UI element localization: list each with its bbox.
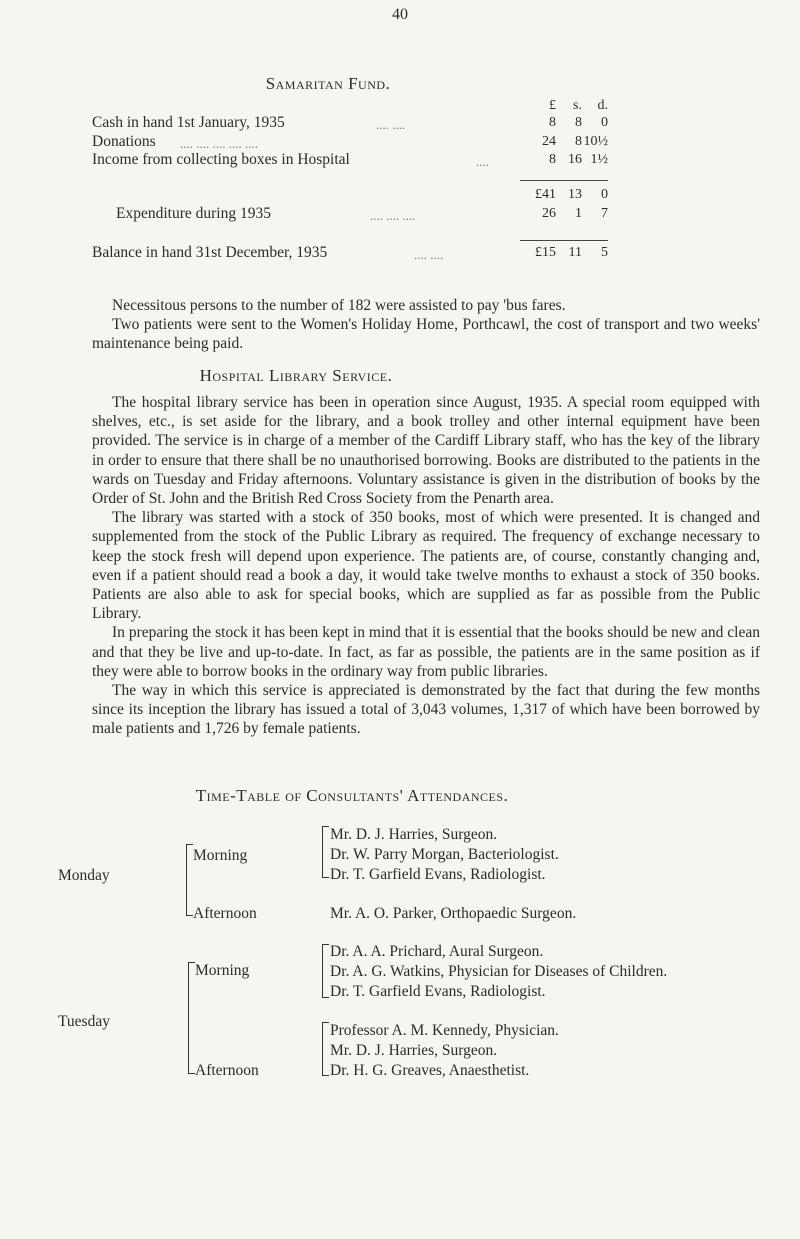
consultant-entry: Mr. D. J. Harries, Surgeon. [330,1042,498,1059]
day-tuesday: Tuesday [58,1013,110,1030]
consultant-entry: Dr. T. Garfield Evans, Radiologist. [330,866,546,883]
expenditure-label: Expenditure during 1935 [116,205,271,222]
timetable-heading: Time-Table of Consultants' Attendances. [195,786,509,805]
account-row [92,151,350,169]
subtotal-shillings: 13 [568,187,582,202]
library-paragraph: The hospital library service has been in operation since August, 1935. A special room equipped with shelves, etc., is set aside for the library, and a book trolley and other internal equipment have been provided. The service is in charge of a member of the Cardiff Library staff, who has the key of the library in order to ensure that there shall be no unauthorised borrowing. Books are distributed to the patients in the wards on Tuesday and Friday afternoons. Voluntary assistance is given in the distribution of books by the Order of St. John and the British Red Cross Society from the Penarth area. [92,394,760,508]
account-row [92,133,156,151]
row-shillings: 16 [568,152,582,167]
rule [520,240,608,241]
rule [520,180,608,181]
consultant-entry: Professor A. M. Kennedy, Physician. [330,1022,559,1039]
note-paragraph: Necessitous persons to the number of 182 were assisted to pay 'bus fares. [112,297,566,314]
row-pence: 10½ [583,134,608,149]
brace [322,944,329,998]
consultant-entry: Dr. T. Garfield Evans, Radiologist. [330,983,546,1000]
page-number: 40 [392,6,408,23]
balance-pounds: £15 [535,245,556,260]
brace [322,826,329,878]
account-row [92,114,285,132]
subtotal-pounds: £41 [535,187,556,202]
leader-dots: .... .... .... .... .... [180,136,258,151]
row-label: Donations [92,133,156,150]
balance-label: Balance in hand 31st December, 1935 [92,244,328,261]
leader-dots: .... .... [376,117,406,132]
tuesday-morning-label: Morning [195,962,250,979]
row-pence: 0 [601,115,608,130]
consultant-entry: Mr. A. O. Parker, Orthopaedic Surgeon. [330,905,577,922]
consultant-entry: Dr. W. Parry Morgan, Bacteriologist. [330,846,559,863]
expenditure-pence: 7 [601,206,608,221]
samaritan-notes [92,296,760,354]
library-body [92,393,760,739]
brace [186,844,193,916]
library-paragraph: The library was started with a stock of 350 books, most of which were presented. It is changed and supplemented from the stock of the Public Library as required. The frequency of exchange necessary to keep the stock fresh will depend upon experience. The patients are, of course, constantly changing and, even if a patient should read a book a day, it would take twelve months to exhaust a stock of 350 books. Patients are also able to ask for special books, which are supplied as far as possible from the Public Library. [92,509,760,623]
row-pounds: 8 [549,152,556,167]
row-label: Income from collecting boxes in Hospital [92,151,350,168]
leader-dots: .... .... .... [370,208,416,223]
tuesday-afternoon-label: Afternoon [195,1062,259,1079]
library-heading: Hospital Library Service. [199,366,393,385]
balance-pence: 5 [601,245,608,260]
row-pounds: 8 [549,115,556,130]
row-label: Cash in hand 1st January, 1935 [92,114,285,131]
shillings-header: s. [573,98,582,113]
expenditure-pounds: 26 [542,206,556,221]
row-shillings: 8 [575,115,582,130]
balance-shillings: 11 [568,245,582,260]
day-monday: Monday [58,867,110,884]
monday-morning-label: Morning [193,847,248,864]
library-paragraph: In preparing the stock it has been kept in mind that it is essential that the books should be new and clean and that they be live and up-to-date. In fact, as far as possible, the patients are in the same position as if they were able to borrow books in the ordinary way from public libraries. [92,624,760,680]
brace [322,1022,329,1076]
note-paragraph: Two patients were sent to the Women's Holiday Home, Porthcawl, the cost of transport and two weeks' maintenance being paid. [92,316,760,353]
leader-dots: .... [476,154,489,169]
row-pounds: 24 [542,134,556,149]
pence-header: d. [597,98,608,113]
brace [188,962,195,1074]
consultant-entry: Dr. A. A. Prichard, Aural Surgeon. [330,943,544,960]
consultant-entry: Mr. D. J. Harries, Surgeon. [330,826,498,843]
monday-afternoon-label: Afternoon [193,905,257,922]
row-shillings: 8 [575,134,582,149]
leader-dots: .... .... [414,247,444,262]
row-pence: 1½ [590,152,608,167]
consultant-entry: Dr. A. G. Watkins, Physician for Diseases of Children. [330,963,668,980]
consultant-entry: Dr. H. G. Greaves, Anaesthetist. [330,1062,530,1079]
samaritan-fund-heading: Samaritan Fund. [265,74,391,93]
library-paragraph: The way in which this service is appreciated is demonstrated by the fact that during the few months since its inception the library has issued a total of 3,043 volumes, 1,317 of which have been borrowed by male patients and 1,726 by female patients. [92,682,760,738]
subtotal-pence: 0 [601,187,608,202]
expenditure-shillings: 1 [575,206,582,221]
pounds-header: £ [549,98,556,113]
